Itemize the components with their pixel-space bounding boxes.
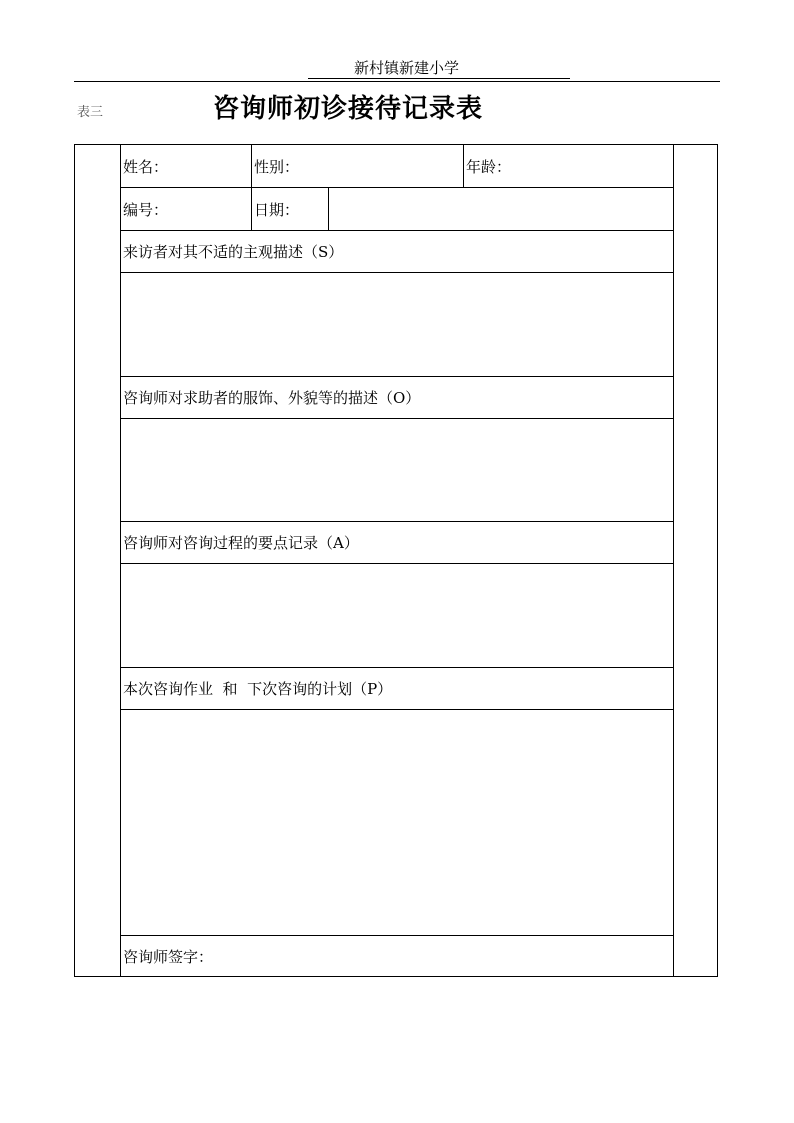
section-p-header: [121, 668, 673, 710]
row-basic-info: [121, 145, 673, 188]
signature-field[interactable]: [121, 936, 673, 976]
date-label: 日期：: [254, 200, 300, 219]
age-label: 年龄：: [466, 157, 512, 176]
section-a-label: 咨询师对咨询过程的要点记录（A）: [123, 534, 359, 552]
table-label: 表三: [77, 105, 104, 120]
section-p-input[interactable]: [121, 710, 673, 936]
id-field[interactable]: [121, 188, 252, 230]
date-value-field[interactable]: [329, 188, 673, 230]
intake-form: [120, 144, 674, 977]
section-o-header: [121, 377, 673, 419]
section-a-header: [121, 522, 673, 564]
header-rule: [74, 81, 720, 82]
name-field[interactable]: [121, 145, 252, 187]
row-id-date: [121, 188, 673, 231]
school-name-line: [308, 58, 570, 79]
school-name: 新村镇新建小学: [354, 59, 460, 77]
section-a-input[interactable]: [121, 564, 673, 668]
section-s-input[interactable]: [121, 273, 673, 377]
section-o-label: 咨询师对求助者的服饰、外貌等的描述（O）: [123, 389, 421, 407]
document-title: 咨询师初诊接待记录表: [213, 94, 484, 124]
name-label: 姓名：: [123, 157, 169, 176]
signature-label: 咨询师签字：: [123, 947, 214, 966]
gender-field[interactable]: [252, 145, 464, 187]
section-p-label: 本次咨询作业 和 下次咨询的计划（P）: [123, 680, 393, 698]
date-label-cell: [252, 188, 329, 230]
age-field[interactable]: [464, 145, 673, 187]
section-s-label: 来访者对其不适的主观描述（S）: [123, 243, 344, 261]
section-s-header: [121, 231, 673, 273]
id-label: 编号：: [123, 200, 169, 219]
section-o-input[interactable]: [121, 419, 673, 522]
gender-label: 性别：: [254, 157, 300, 176]
